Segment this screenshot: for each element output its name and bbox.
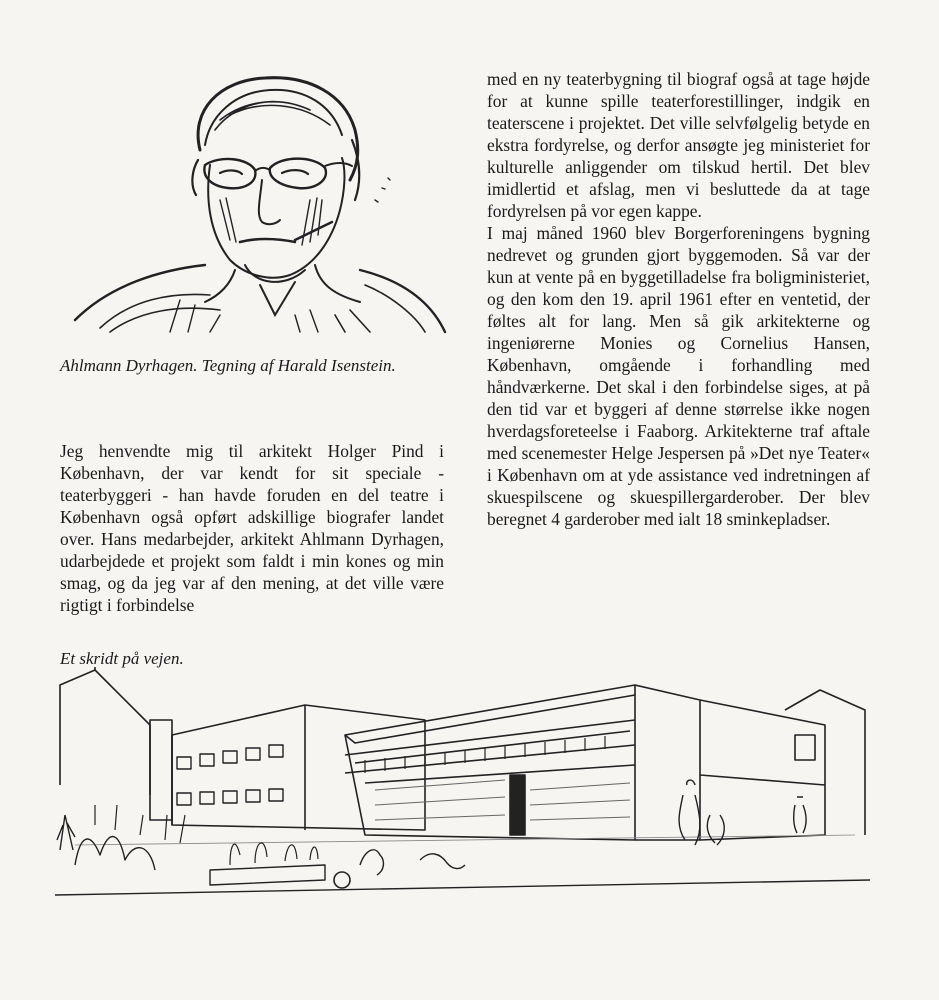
- building-drawing: [55, 665, 870, 915]
- portrait-sketch: [70, 70, 450, 335]
- left-paragraph: Jeg henvendte mig til arkitekt Holger Pind i København, der var kendt for sit speciale - teaterbyggeri - han havde foruden en del teatre i København også opført adskillige biografer landet over. Hans medarbejder, arkitekt Ahlmann Dyrhagen, udarbejdede et projekt som faldt i min kones og min smag, og da jeg var af den mening, at det ville være rigtigt i forbindelse: [60, 441, 444, 615]
- left-text-column: [60, 440, 444, 616]
- building-caption: Et skridt på vejen.: [60, 649, 184, 668]
- right-text-column: [487, 68, 870, 530]
- right-paragraph-1: med en ny teaterbygning til biograf også at tage højde for at kunne spille teaterforestillinger, indgik en teaterscene i projektet. Det ville selvfølgelig betyde en ekstra fordyrelse, og derfor ansøgte jeg ministeriet for kulturelle anliggender om tilskud hertil. Det blev imidlertid et afslag, men vi besluttede da at tage fordyrelsen på vor egen kappe.: [487, 69, 870, 221]
- right-paragraph-2: I maj måned 1960 blev Borgerforeningens bygning nedrevet og grunden gjort byggemoden. Så var der kun at vente på en byggetilladelse fra boligministeriet, og den kom den 19. april 1961 efter en ventetid, der føltes alt for lang. Men så gik arkitekterne og ingeniørerne Monies og Cornelius Hansen, København, omgående i forhandling med håndværkerne. Det skal i den forbindelse siges, at på den tid var et byggeri af denne størrelse ikke nogen hverdagsforeteelse i Faaborg. Arkitekterne traf aftale med scenemester Helge Jespersen på »Det nye Teater« i København om at yde assistance ved indretningen af skuespilscene og skuespillergarderober. Der blev beregnet 4 garderober med ialt 18 sminkepladser.: [487, 223, 870, 529]
- portrait-caption: Ahlmann Dyrhagen. Tegning af Harald Isenstein.: [60, 356, 396, 375]
